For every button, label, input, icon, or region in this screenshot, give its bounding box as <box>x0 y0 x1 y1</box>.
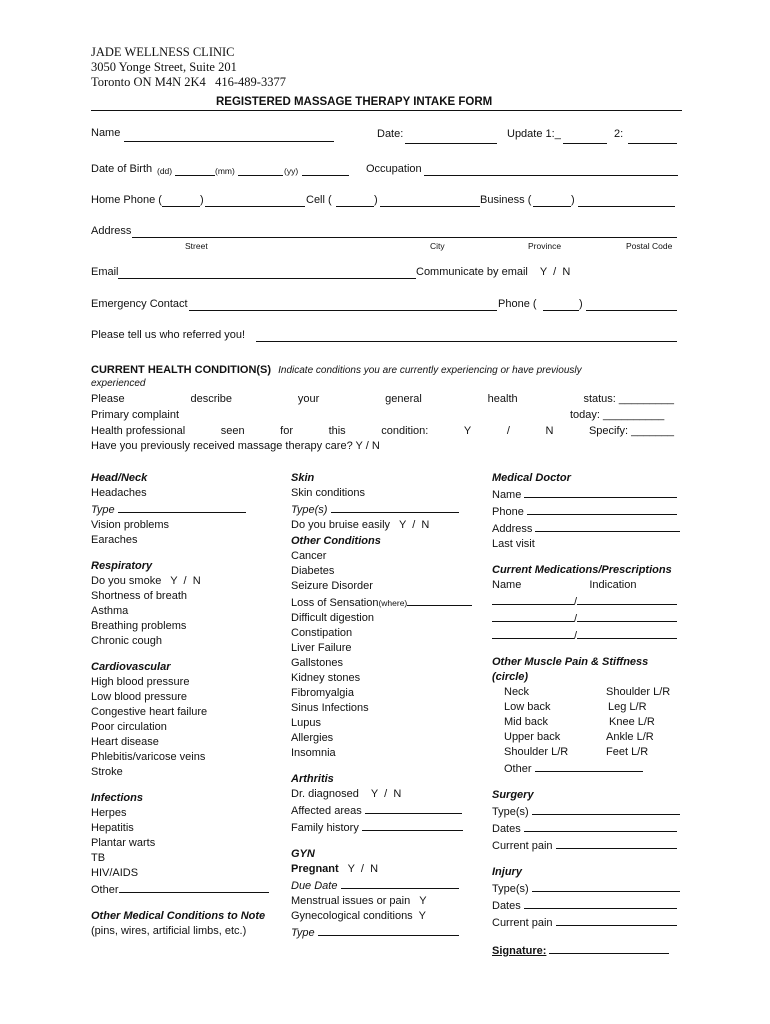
date-label: Date: <box>377 128 404 140</box>
cardiovascular-heading: Cardiovascular <box>91 661 171 673</box>
kidney-stones[interactable]: Kidney stones <box>291 671 361 684</box>
pain-right-col <box>606 685 670 760</box>
signature-input[interactable] <box>549 942 669 954</box>
pregnant-row[interactable] <box>291 862 472 877</box>
doctor-address-input[interactable] <box>535 520 680 532</box>
occupation-input[interactable] <box>424 164 678 176</box>
q1-w2: describe <box>190 393 233 405</box>
pain-mid-back[interactable]: Mid back <box>504 716 549 728</box>
pain-grid <box>492 685 680 760</box>
cancer[interactable]: Cancer <box>291 549 327 562</box>
q3-w4: this <box>328 425 346 437</box>
pain-feet[interactable]: Feet L/R <box>606 746 649 758</box>
injury-dates-input[interactable] <box>524 897 677 909</box>
affected-label: Affected areas <box>291 804 362 817</box>
surgery-pain-input[interactable] <box>556 837 677 849</box>
date-input[interactable] <box>405 132 497 144</box>
med-row: / <box>492 593 680 610</box>
meds-header-row <box>492 578 680 593</box>
emergency-phone-input[interactable] <box>586 299 677 311</box>
q3-slash: / <box>506 425 510 437</box>
hiv-aids[interactable]: HIV/AIDS <box>91 867 139 879</box>
congestive-heart-failure[interactable]: Congestive heart failure <box>91 706 208 718</box>
med-row: / <box>492 610 680 627</box>
gyn-type-input[interactable] <box>318 924 459 936</box>
dob-yy-input[interactable] <box>302 164 349 176</box>
city-caption: City <box>430 241 445 251</box>
type-label: Type <box>91 504 115 516</box>
update2-label: 2: <box>614 128 624 140</box>
loss-sensation-input[interactable] <box>407 594 472 606</box>
doctor-phone-label: Phone <box>492 506 524 518</box>
pain-ankle[interactable]: Ankle L/R <box>606 731 654 743</box>
fibromyalgia[interactable]: Fibromyalgia <box>291 686 354 699</box>
name-label: Name <box>91 127 121 139</box>
other-medical-heading: Other Medical Conditions to Note <box>91 910 266 922</box>
poor-circulation[interactable]: Poor circulation <box>91 721 167 733</box>
earaches[interactable]: Earaches <box>91 534 138 546</box>
home-area-input[interactable] <box>162 195 200 207</box>
heart-disease[interactable]: Heart disease <box>91 736 159 748</box>
pregnant-label: Pregnant <box>291 862 339 875</box>
infections-heading: Infections <box>91 792 143 804</box>
injury-dates-row <box>492 897 680 914</box>
skin-heading: Skin <box>291 472 315 484</box>
pain-knee[interactable]: Knee L/R <box>609 716 655 728</box>
lupus[interactable]: Lupus <box>291 716 321 729</box>
pain-shoulder-left-col[interactable]: Shoulder L/R <box>504 746 569 758</box>
emergency-phone-label: Phone ( <box>498 298 537 310</box>
doctor-phone-row <box>492 503 680 520</box>
med-name-input[interactable] <box>492 610 574 622</box>
low-blood-pressure[interactable]: Low blood pressure <box>91 691 188 703</box>
health-heading-row <box>91 363 582 378</box>
pain-low-back[interactable]: Low back <box>504 701 551 713</box>
cell-paren: ) <box>374 194 378 206</box>
emergency-label: Emergency Contact <box>91 298 188 310</box>
doctor-name-row <box>492 486 680 503</box>
column-2 <box>291 471 472 941</box>
health-note: Indicate conditions you are currently experiencing or have previously <box>278 365 582 376</box>
med-indication-input[interactable] <box>577 593 677 605</box>
business-area-input[interactable] <box>533 195 571 207</box>
loss-sensation-row[interactable] <box>291 594 472 611</box>
home-phone-label: Home Phone ( <box>91 194 162 206</box>
referred-input[interactable] <box>256 330 677 342</box>
pain-shoulder[interactable]: Shoulder L/R <box>606 686 671 698</box>
pain-other-label: Other <box>504 763 532 775</box>
constipation[interactable]: Constipation <box>291 626 353 639</box>
cell-phone-input[interactable] <box>380 195 480 207</box>
pain-other-row <box>492 760 680 777</box>
q3-no[interactable]: N <box>545 425 554 437</box>
pins-note: (pins, wires, artificial limbs, etc.) <box>91 925 247 937</box>
hepatitis[interactable]: Hepatitis <box>91 822 134 834</box>
type-row <box>91 501 269 518</box>
signature-row <box>492 942 680 959</box>
gynecological-conditions[interactable]: Gynecological conditions Y <box>291 909 426 922</box>
emergency-area-input[interactable] <box>543 299 579 311</box>
doctor-name-label: Name <box>492 489 522 501</box>
surgery-dates-row <box>492 820 680 837</box>
headaches[interactable]: Headaches <box>91 487 147 499</box>
shortness-of-breath[interactable]: Shortness of breath <box>91 590 188 602</box>
family-input[interactable] <box>362 819 463 831</box>
smoke[interactable]: Do you smoke Y / N <box>91 575 201 587</box>
dob-label: Date of Birth <box>91 163 153 175</box>
skin-types-row <box>291 501 472 518</box>
primary-complaint-label: Primary complaint <box>91 409 180 421</box>
due-date-row <box>291 877 472 894</box>
due-date-input[interactable] <box>341 877 459 889</box>
business-paren: ) <box>571 194 575 206</box>
street-caption: Street <box>185 241 208 251</box>
herpes[interactable]: Herpes <box>91 807 127 819</box>
dob-dd-label: (dd) <box>157 166 173 176</box>
business-label: Business ( <box>480 194 532 206</box>
pain-left-col <box>492 685 606 760</box>
home-paren: ) <box>200 194 204 206</box>
seizure-disorder[interactable]: Seizure Disorder <box>291 579 373 592</box>
referred-label: Please tell us who referred you! <box>91 329 246 341</box>
injury-types-input[interactable] <box>532 880 680 892</box>
gyn-type-label: Type <box>291 926 315 939</box>
breathing-problems[interactable]: Breathing problems <box>91 620 187 632</box>
dob-mm-input[interactable] <box>238 164 283 176</box>
muscle-pain-heading: Other Muscle Pain & Stiffness <box>492 656 649 668</box>
province-caption: Province <box>528 241 562 251</box>
circle-note: (circle) <box>492 671 529 683</box>
family-label: Family history <box>291 821 359 834</box>
other-row <box>91 881 269 898</box>
injury-types-label: Type(s) <box>492 883 529 895</box>
update1-label: Update 1:_ <box>507 128 561 140</box>
type-input[interactable] <box>118 501 246 513</box>
business-phone-input[interactable] <box>578 195 675 207</box>
clinic-name: JADE WELLNESS CLINIC <box>91 45 235 59</box>
health-q1 <box>91 392 674 406</box>
doctor-phone-input[interactable] <box>527 503 677 515</box>
vision-problems[interactable]: Vision problems <box>91 519 170 531</box>
injury-types-row <box>492 880 680 897</box>
gyn-heading: GYN <box>291 847 315 860</box>
postal-caption: Postal Code <box>626 241 673 251</box>
surgery-types-label: Type(s) <box>492 806 529 818</box>
respiratory-heading: Respiratory <box>91 560 153 572</box>
title-rule <box>91 110 682 111</box>
loss-sensation: Loss of Sensation <box>291 596 379 609</box>
skin-types-input[interactable] <box>331 501 459 513</box>
injury-pain-row <box>492 914 680 931</box>
q3-yes[interactable]: Y <box>463 425 472 437</box>
gyn-type-row <box>291 924 472 941</box>
pain-upper-back[interactable]: Upper back <box>504 731 561 743</box>
stroke[interactable]: Stroke <box>91 766 123 778</box>
q3-w5: condition: <box>381 425 429 437</box>
diabetes[interactable]: Diabetes <box>291 564 335 577</box>
skin-conditions[interactable]: Skin conditions <box>291 487 365 499</box>
high-blood-pressure[interactable]: High blood pressure <box>91 676 190 688</box>
health-heading: CURRENT HEALTH CONDITION(S) <box>91 364 272 376</box>
clinic-city-phone: Toronto ON M4N 2K4 416-489-3377 <box>91 75 286 89</box>
gallstones[interactable]: Gallstones <box>291 656 343 669</box>
phlebitis[interactable]: Phlebitis/varicose veins <box>91 751 206 763</box>
head-neck-heading: Head/Neck <box>91 472 148 484</box>
allergies[interactable]: Allergies <box>291 731 334 744</box>
signature-label: Signature: <box>492 945 547 957</box>
cell-area-input[interactable] <box>336 195 374 207</box>
family-row <box>291 819 472 836</box>
chronic-cough[interactable]: Chronic cough <box>91 635 162 647</box>
injury-pain-input[interactable] <box>556 914 677 926</box>
menstrual-issues[interactable]: Menstrual issues or pain Y <box>291 894 427 907</box>
column-1 <box>91 471 269 939</box>
home-phone-input[interactable] <box>205 195 305 207</box>
cell-label: Cell ( <box>306 194 332 206</box>
due-date-label: Due Date <box>291 879 338 892</box>
last-visit[interactable]: Last visit <box>492 538 535 550</box>
q1-w6[interactable]: status: _________ <box>583 393 674 405</box>
med-indication-input[interactable] <box>577 610 677 622</box>
pregnant-yn[interactable]: Y / N <box>338 862 379 875</box>
dob-mm-label: (mm) <box>215 166 235 176</box>
surgery-types-row <box>492 803 680 820</box>
sinus-infections[interactable]: Sinus Infections <box>291 701 369 714</box>
address-label: Address <box>91 225 132 237</box>
med-name-input[interactable] <box>492 627 574 639</box>
clinic-street: 3050 Yonge Street, Suite 201 <box>91 60 237 74</box>
occupation-label: Occupation <box>366 163 422 175</box>
skin-types-label: Type(s) <box>291 504 328 516</box>
column-3 <box>492 471 680 959</box>
address-input[interactable] <box>132 226 677 238</box>
plantar-warts[interactable]: Plantar warts <box>91 837 156 849</box>
communicate-email[interactable]: Communicate by email Y / N <box>416 266 571 278</box>
difficult-digestion[interactable]: Difficult digestion <box>291 611 374 624</box>
other-conditions-heading: Other Conditions <box>291 534 381 547</box>
med-name-input[interactable] <box>492 593 574 605</box>
current-meds-heading: Current Medications/Prescriptions <box>492 564 672 576</box>
where-label: (where) <box>378 597 408 608</box>
health-note2: experienced <box>91 378 146 389</box>
q1-w3: your <box>297 393 320 405</box>
bruise-easily[interactable]: Do you bruise easily Y / N <box>291 519 430 531</box>
meds-name-col: Name <box>492 579 522 591</box>
injury-heading: Injury <box>492 866 522 878</box>
pain-neck[interactable]: Neck <box>504 686 530 698</box>
email-input[interactable] <box>118 267 416 279</box>
doctor-address-label: Address <box>492 523 533 535</box>
emergency-input[interactable] <box>189 299 497 311</box>
dr-diagnosed[interactable]: Dr. diagnosed Y / N <box>291 787 402 800</box>
arthritis-heading: Arthritis <box>291 772 334 785</box>
update1-input[interactable] <box>563 132 607 144</box>
asthma[interactable]: Asthma <box>91 605 129 617</box>
name-input[interactable] <box>124 130 334 142</box>
insomnia[interactable]: Insomnia <box>291 746 336 759</box>
liver-failure[interactable]: Liver Failure <box>291 641 352 654</box>
surgery-dates-label: Dates <box>492 823 521 835</box>
health-q3 <box>91 424 674 438</box>
affected-input[interactable] <box>365 802 462 814</box>
other-input[interactable] <box>119 881 269 893</box>
form-title: REGISTERED MASSAGE THERAPY INTAKE FORM <box>216 96 493 108</box>
doctor-name-input[interactable] <box>524 486 677 498</box>
pain-leg[interactable]: Leg L/R <box>608 701 647 713</box>
q3-w2: seen <box>220 425 245 437</box>
q1-w1: Please <box>91 393 125 405</box>
q3-w3: for <box>280 425 293 437</box>
surgery-heading: Surgery <box>492 789 534 801</box>
doctor-address-row <box>492 520 680 537</box>
q1-w4: general <box>385 393 422 405</box>
q3-specify[interactable]: Specify: _______ <box>588 425 674 437</box>
tb[interactable]: TB <box>91 852 106 864</box>
primary-complaint-today[interactable]: today: __________ <box>570 409 665 421</box>
email-label: Email <box>91 266 119 278</box>
injury-pain-label: Current pain <box>492 917 553 929</box>
dob-dd-input[interactable] <box>175 164 215 176</box>
medical-doctor-heading: Medical Doctor <box>492 472 571 484</box>
surgery-types-input[interactable] <box>532 803 680 815</box>
med-row: / <box>492 627 680 644</box>
med-indication-input[interactable] <box>577 627 677 639</box>
surgery-pain-row <box>492 837 680 854</box>
surgery-dates-input[interactable] <box>524 820 677 832</box>
previous-massage[interactable]: Have you previously received massage therapy care? Y / N <box>91 440 380 452</box>
q3-w1: Health professional <box>91 425 186 437</box>
surgery-pain-label: Current pain <box>492 840 553 852</box>
affected-row <box>291 802 472 819</box>
injury-dates-label: Dates <box>492 900 521 912</box>
meds-indication-col: Indication <box>589 579 637 591</box>
pain-other-input[interactable] <box>535 760 643 772</box>
dob-yy-label: (yy) <box>284 166 299 176</box>
other-label: Other <box>91 884 119 896</box>
q1-w5: health <box>487 393 518 405</box>
update2-input[interactable] <box>628 132 677 144</box>
emergency-paren: ) <box>579 298 583 310</box>
